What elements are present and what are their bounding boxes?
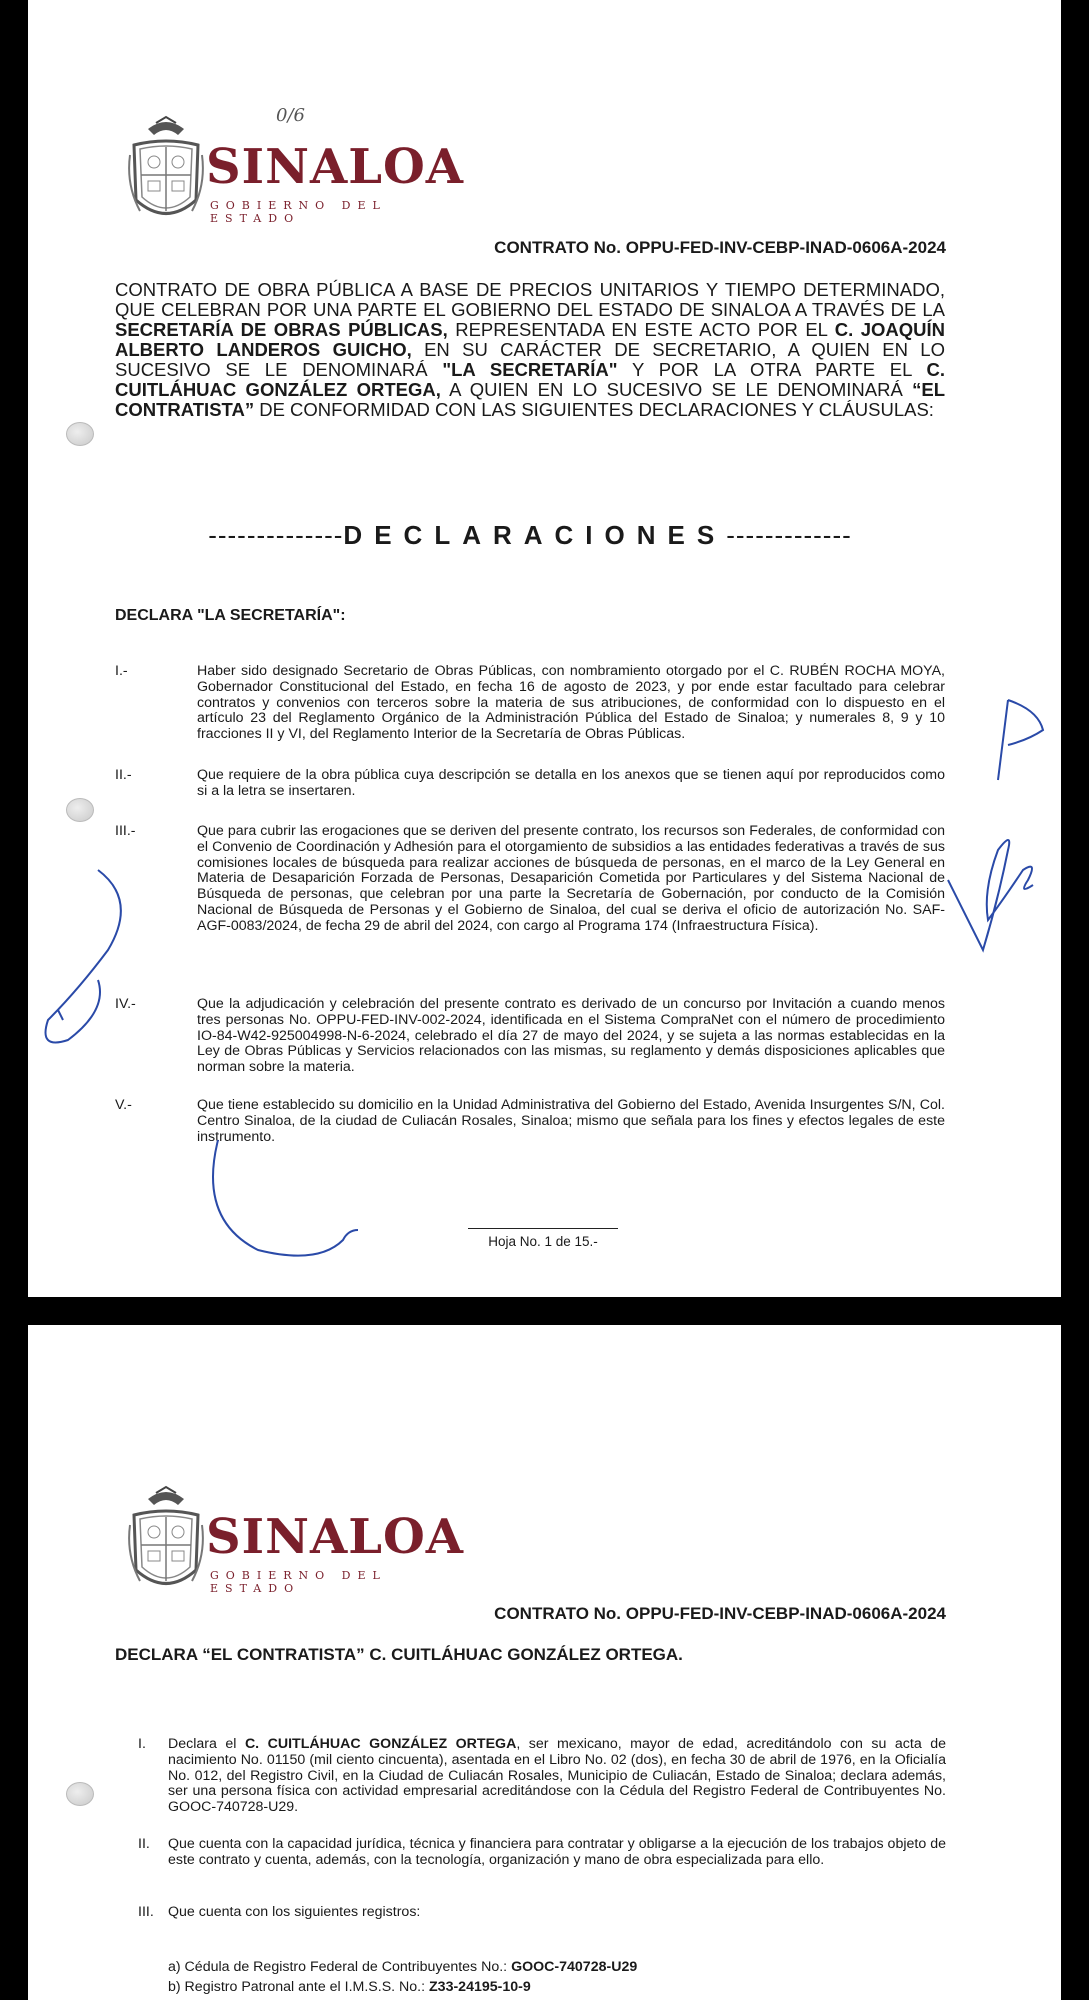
- contract-number: CONTRATO No. OPPU-FED-INV-CEBP-INAD-0606A-2024: [494, 238, 946, 257]
- document-page-1: [28, 0, 1061, 1297]
- clause-iv: IV.- Que la adjudicación y celebración del presente contrato es derivado de un concurso por Invitación a cuando menos tres personas No. OPPU-FED-INV-002-2024, identificada en el Sistema CompraNet con el número de procedimiento IO-84-W42-925004998-N-6-2024, celebrado el día 27 de mayo del 2024, y se sujeta a las normas establecidas en la Ley de Obras Públicas y Servicios relacionados con las mismas, su reglamento y demás disposiciones aplicables que norman sobre la materia.: [115, 996, 945, 1076]
- signature-scribble: [968, 690, 1058, 790]
- footer-rule: [468, 1228, 618, 1229]
- contract-number: CONTRATO No. OPPU-FED-INV-CEBP-INAD-0606A-2024: [494, 1604, 946, 1623]
- sinaloa-logo: [126, 1485, 486, 1605]
- document-page-2: [28, 1325, 1061, 2000]
- punch-hole: [66, 1782, 94, 1806]
- declara-contratista-title: DECLARA “EL CONTRATISTA” C. CUITLÁHUAC GONZÁLEZ ORTEGA.: [115, 1645, 683, 1664]
- punch-hole: [66, 422, 94, 446]
- clause-ii: II.- Que requiere de la obra pública cuya descripción se detalla en los anexos que se tienen aquí por reproducidos como si a la letra se insertaren.: [115, 767, 945, 799]
- signature-scribble: [198, 1130, 378, 1270]
- clause-v: V.- Que tiene establecido su domicilio en la Unidad Administrativa del Gobierno del Estado, Avenida Insurgentes S/N, Col. Centro Sinaloa, de la ciudad de Culiacán Rosales, Sinaloa; mismo que señala para los fines y efectos legales de este instrumento.: [115, 1097, 945, 1145]
- declaraciones-heading: --------------DECLARACIONES-------------: [208, 520, 852, 550]
- signature-scribble: [928, 810, 1058, 960]
- handwritten-mark: 0/6: [276, 105, 305, 126]
- logo-subtitle: GOBIERNO DEL ESTADO: [210, 1569, 387, 1595]
- registro-rfc: a) Cédula de Registro Federal de Contribuyentes No.: GOOC-740728-U29: [168, 1959, 638, 1975]
- contratista-clause-ii: II. Que cuenta con la capacidad jurídica, técnica y financiera para contratar y obligarse a la ejecución de los trabajos objeto de este contrato y cuenta, además, con la tecnología, organización y mano de obra especializada para ello.: [138, 1836, 946, 1868]
- clause-iii: III.- Que para cubrir las erogaciones que se deriven del presente contrato, los recursos son Federales, de conformidad con el Convenio de Coordinación y Adhesión para el otorgamiento de subsidios a las entidades federativas a través de sus comisiones locales de búsqueda para realizar acciones de búsqueda de personas, en el marco de la Ley General en Materia de Desaparición Forzada de Personas, Desaparición Cometida por Particulares y del Sistema Nacional de Búsqueda de personas, que celebran por una parte la Secretaría de Gobernación, por conducto de la Comisión Nacional de Búsqueda de Personas y el Gobierno de Sinaloa, del cual se deriva el oficio de autorización No. SAF-AGF-0083/2024, de fecha 29 de abril del 2024, con cargo al Programa 174 (Infraestructura Física).: [115, 823, 945, 934]
- contratista-clause-i: I. Declara el C. CUITLÁHUAC GONZÁLEZ ORTEGA, ser mexicano, mayor de edad, acreditándolo con su acta de nacimiento No. 01150 (mil ciento cincuenta), asentada en el Libro No. 02 (dos), en fecha 30 de abril de 1976, en la Oficialía No. 012, del Registro Civil, en la Ciudad de Culiacán Rosales, Municipio de Culiacán, Estado de Sinaloa; declara además, ser una persona física con actividad empresarial acreditándose con la Cédula del Registro Federal de Contribuyentes No. GOOC-740728-U29.: [138, 1736, 946, 1816]
- contratista-clause-iii: III. Que cuenta con los siguientes registros:: [138, 1904, 421, 1920]
- punch-hole: [66, 798, 94, 822]
- registro-imss: b) Registro Patronal ante el I.M.S.S. No.: Z33-24195-10-9: [168, 1979, 531, 1995]
- page-footer: Hoja No. 1 de 15.-: [488, 1234, 598, 1249]
- logo-title: SINALOA: [206, 1509, 465, 1565]
- clause-i: I.- Haber sido designado Secretario de Obras Públicas, con nombramiento otorgado por el C. RUBÉN ROCHA MOYA, Gobernador Constitucional del Estado, en fecha 16 de agosto de 2023, y por ende estar facultado para celebrar contratos y convenios con terceros sobre la materia de sus atribuciones, de conformidad con lo dispuesto en el artículo 23 del Reglamento Orgánico de la Administración Pública del Estado de Sinaloa; y numerales 8, 9 y 10 fracciones II y VI, del Reglamento Interior de la Secretaría de Obras Públicas.: [115, 663, 945, 743]
- contract-intro: CONTRATO DE OBRA PÚBLICA A BASE DE PRECIOS UNITARIOS Y TIEMPO DETERMINADO, QUE CELEBRAN POR UNA PARTE EL GOBIERNO DEL ESTADO DE SINALOA A TRAVÉS DE LA SECRETARÍA DE OBRAS PÚBLICAS, REPRESENTADA EN ESTE ACTO POR EL C. JOAQUÍN ALBERTO LANDEROS GUICHO, EN SU CARÁCTER DE SECRETARIO, A QUIEN EN LO SUCESIVO SE LE DENOMINARÁ "LA SECRETARÍA" Y POR LA OTRA PARTE EL C. CUITLÁHUAC GONZÁLEZ ORTEGA, A QUIEN EN LO SUCESIVO SE LE DENOMINARÁ “EL CONTRATISTA” DE CONFORMIDAD CON LAS SIGUIENTES DECLARACIONES Y CLÁUSULAS:: [115, 279, 945, 420]
- declara-secretaria-title: DECLARA "LA SECRETARÍA":: [115, 607, 346, 624]
- logo-subtitle: GOBIERNO DEL ESTADO: [210, 199, 387, 225]
- sinaloa-logo: [126, 105, 486, 235]
- coat-of-arms-icon: [126, 1485, 206, 1603]
- logo-title: SINALOA: [206, 139, 465, 195]
- coat-of-arms-icon: [126, 115, 206, 233]
